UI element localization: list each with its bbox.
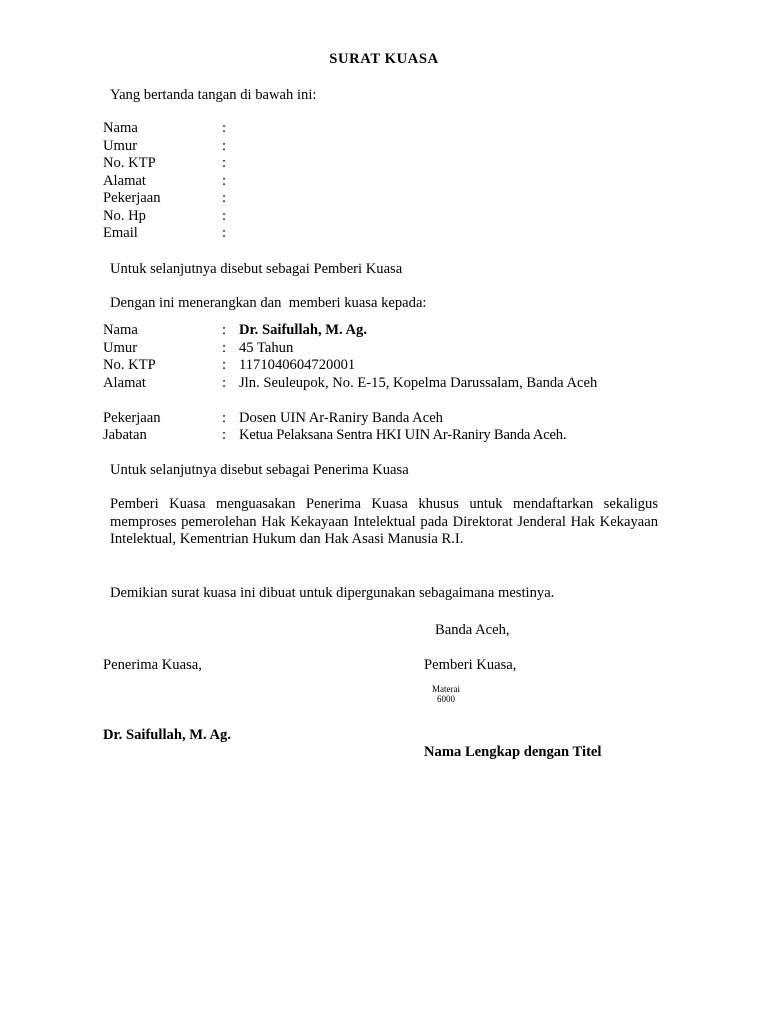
field-colon: :: [222, 207, 227, 224]
field-colon: :: [222, 137, 227, 154]
field-label: Nama: [103, 120, 138, 136]
authorization-paragraph: Pemberi Kuasa menguasakan Penerima Kuasa khusus untuk mendaftarkan sekaligus memproses pemerolehan Hak Kekayaan Intelektual pada Direktorat Jenderal Hak Kekayaan Intelektual, Kementrian Hukum dan Hak Asasi Manusia R.I.: [110, 496, 658, 547]
field-value: 1171040604720001: [239, 357, 356, 373]
field-label: Pekerjaan: [103, 190, 161, 206]
receiver-field-nama: [103, 322, 663, 340]
giver-signature-name: Nama Lengkap dengan Titel: [424, 744, 602, 760]
giver-field-email: [103, 225, 663, 243]
closing-statement: Demikian surat kuasa ini dibuat untuk dipergunakan sebagaimana mestinya.: [110, 585, 555, 601]
field-label: Email: [103, 225, 138, 241]
receiver-field-umur: [103, 340, 663, 358]
receiver-signature-label: Penerima Kuasa,: [103, 657, 202, 673]
field-colon: :: [222, 120, 227, 136]
field-colon: :: [222, 409, 227, 426]
field-label: No. Hp: [103, 207, 146, 224]
receiver-intro: Dengan ini menerangkan dan memberi kuasa kepada:: [110, 295, 427, 311]
field-colon: :: [222, 339, 227, 356]
field-colon: :: [222, 374, 227, 391]
field-label: Alamat: [103, 374, 146, 391]
field-value: Jln. Seuleupok, No. E-15, Kopelma Darussalam, Banda Aceh: [239, 374, 598, 391]
field-colon: :: [222, 225, 227, 241]
stamp-duty-placeholder: [426, 684, 466, 704]
giver-field-hp: [103, 208, 663, 226]
field-value: Dr. Saifullah, M. Ag.: [239, 322, 367, 338]
giver-field-alamat: [103, 173, 663, 191]
field-value: Dosen UIN Ar-Raniry Banda Aceh: [239, 409, 443, 426]
field-colon: :: [222, 172, 227, 189]
field-value: 45 Tahun: [239, 339, 294, 356]
receiver-note: Untuk selanjutnya disebut sebagai Penerima Kuasa: [110, 462, 409, 478]
place-date: Banda Aceh,: [435, 622, 510, 638]
giver-field-pekerjaan: [103, 190, 663, 208]
field-label: Jabatan: [103, 427, 147, 443]
field-colon: :: [222, 427, 227, 443]
field-colon: :: [222, 155, 227, 171]
field-label: Nama: [103, 322, 138, 338]
receiver-field-jabatan: [103, 427, 663, 445]
receiver-field-alamat: [103, 375, 663, 410]
field-label: Umur: [103, 137, 138, 154]
field-colon: :: [222, 322, 227, 338]
field-label: Alamat: [103, 172, 146, 189]
page-title: SURAT KUASA: [329, 51, 439, 67]
field-label: No. KTP: [103, 155, 156, 171]
field-colon: :: [222, 357, 227, 373]
giver-field-umur: [103, 138, 663, 156]
giver-signature-label: Pemberi Kuasa,: [424, 657, 517, 673]
receiver-signature-name: Dr. Saifullah, M. Ag.: [103, 727, 231, 743]
field-label: Pekerjaan: [103, 409, 161, 426]
field-colon: :: [222, 190, 227, 206]
giver-field-nama: [103, 120, 663, 138]
giver-note: Untuk selanjutnya disebut sebagai Pemberi Kuasa: [110, 261, 403, 277]
field-label: Umur: [103, 339, 138, 356]
field-label: No. KTP: [103, 357, 156, 373]
field-value: Ketua Pelaksana Sentra HKI UIN Ar-Raniry Banda Aceh.: [239, 427, 567, 443]
intro-text: Yang bertanda tangan di bawah ini:: [110, 87, 317, 103]
giver-field-ktp: [103, 155, 663, 173]
stamp-value: 6000: [437, 694, 455, 704]
receiver-field-ktp: [103, 357, 663, 375]
receiver-field-pekerjaan: [103, 410, 663, 428]
stamp-label: Materai: [432, 684, 460, 694]
